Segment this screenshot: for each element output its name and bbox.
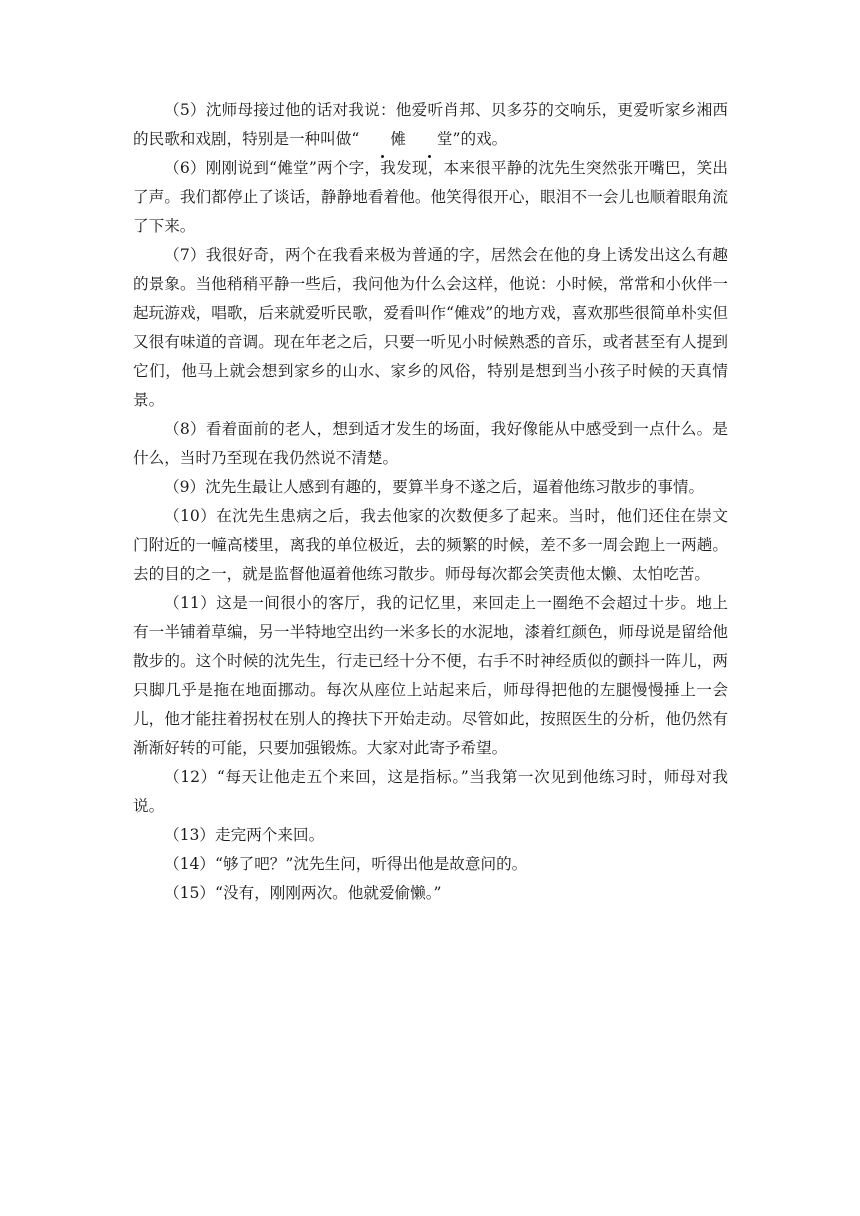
- paragraph-6: （6）刚刚说到“傩堂”两个字，我发现，本来很平静的沈先生突然张开嘴巴，笑出了声。我们都停止了谈话，静静地看着他。他笑得很开心，眼泪不一会儿也顺着眼角流了下来。: [133, 159, 728, 235]
- emphasis-char-tang: 堂: [406, 125, 453, 154]
- emphasis-char-nuo: 傩: [359, 125, 406, 154]
- paragraph-9: （9）沈先生最让人感到有趣的，要算半身不遂之后，逼着他练习散步的事情。: [164, 478, 705, 496]
- paragraph-14: （14）“够了吧？”沈先生问，听得出他是故意问的。: [164, 855, 528, 873]
- paragraph-11: （11）这是一间很小的客厅，我的记忆里，来回走上一圈绝不会超过十步。地上有一半铺着草编，另一半特地空出约一米多长的水泥地，漆着红颜色，师母说是留给他散步的。这个时候的沈先生，行走已经十分不便，右手不时神经质似的颤抖一阵儿，两只脚几乎是拖在地面挪动。每次从座位上站起来后，师母得把他的左腿慢慢捶上一会儿，他才能拄着拐杖在别人的搀扶下开始走动。尽管如此，按照医生的分析，他仍然有渐渐好转的可能，只要加强锻炼。大家对此寄予希望。: [133, 594, 728, 757]
- paragraph-8: （8）看着面前的老人，想到适才发生的场面，我好像能从中感受到一点什么。是什么，当时乃至现在我仍然说不清楚。: [133, 420, 728, 467]
- article-body: [133, 96, 728, 908]
- paragraph-5: [133, 96, 728, 154]
- paragraph-7: （7）我很好奇，两个在我看来极为普通的字，居然会在他的身上诱发出这么有趣的景象。当他稍稍平静一些后，我问他为什么会这样，他说：小时候，常常和小伙伴一起玩游戏，唱歌，后来就爱听民歌，爱看叫作“傩戏”的地方戏，喜欢那些很简单朴实但又很有味道的音调。现在年老之后，只要一听见小时候熟悉的音乐，或者甚至有人提到它们，他马上就会想到家乡的山水、家乡的风俗，特别是想到当小孩子时候的天真情景。: [133, 246, 728, 409]
- paragraph-5-text-end: ”的戏。: [452, 130, 508, 148]
- paragraph-12: （12）“每天让他走五个来回，这是指标。”当我第一次见到他练习时，师母对我说。: [133, 768, 728, 815]
- paragraph-13: （13）走完两个来回。: [164, 826, 325, 844]
- paragraph-5-text-start: （5）沈师母接过他的话对我说：他爱听肖邦、贝多芬的交响乐，更爱听家乡湘西的民歌和戏剧，特别是一种叫做“: [133, 101, 728, 148]
- paragraph-15: （15）“没有，刚刚两次。他就爱偷懒。”: [164, 884, 442, 902]
- paragraph-10: （10）在沈先生患病之后，我去他家的次数便多了起来。当时，他们还住在崇文门附近的一幢高楼里，离我的单位极近，去的频繁的时候，差不多一周会跑上一两趟。去的目的之一，就是监督他逼着他练习散步。师母每次都会笑责他太懒、太怕吃苦。: [133, 507, 728, 583]
